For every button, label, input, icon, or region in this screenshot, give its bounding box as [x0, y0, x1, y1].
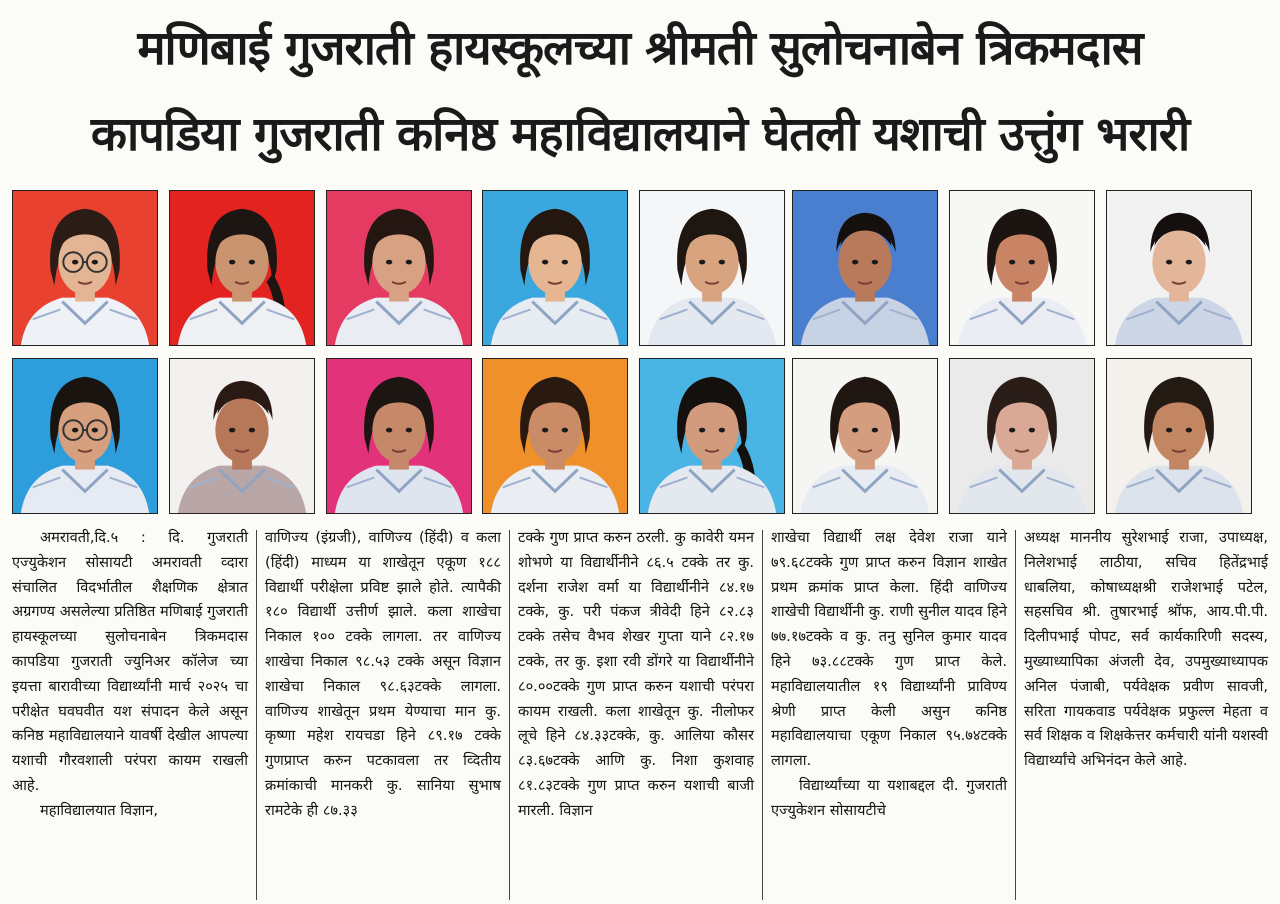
student-photo	[792, 190, 938, 346]
article-column-5	[1024, 526, 1268, 774]
student-photo	[639, 358, 785, 514]
column-4-paragraph-2: विद्यार्थ्यांच्या या यशाबद्दल दी. गुजराती एज्युकेशन सोसायटीचे	[771, 776, 1007, 819]
student-portrait	[640, 359, 784, 513]
column-4-paragraph-1: शाखेचा विद्यार्थी लक्ष देवेश राजा याने ७९.६८टक्के गुण प्राप्त करुन विज्ञान शाखेत प्रथम क्रमांक प्राप्त केला. हिंदी वाणिज्य शाखेची विद्यार्थीनी कु. राणी सुनील यादव हिने ७७.१७टक्के व कु. तनु सुनिल कुमार यादव हिने ७३.८८टक्के गुण प्राप्त केले. महाविद्यालयातील १९ विद्यार्थ्यांनी प्राविण्य श्रेणी प्राप्त केली असुन कनिष्ठ महाविद्यालयाचा एकूण निकाल ९५.७४टक्के लागला.	[771, 529, 1007, 770]
student-portrait	[1107, 359, 1251, 513]
student-photo	[169, 190, 315, 346]
column-1-paragraph-1: अमरावती,दि.५ : दि. गुजराती एज्युकेशन सोसायटी अमरावती व्दारा संचालित विदर्भातील शैक्षणिक क्षेत्रात अग्रगण्य असलेल्या प्रतिष्ठित मणिबाई गुजराती हायस्कूलच्या सुलोचनाबेन त्रिकमदास कापडिया गुजराती ज्युनिअर कॉलेज च्या इयत्ता बारावीच्या विद्यार्थ्यांनी मार्च २०२५ चा परीक्षेत घवघवीत यश संपादन केले असून कनिष्ठ महाविद्यालयाने यावर्षी देखील आपल्या यशाची गौरवशाली परंपरा कायम राखली आहे.	[12, 529, 248, 794]
column-divider	[762, 530, 763, 900]
headline	[0, 6, 1280, 178]
column-5-paragraph-1: अध्यक्ष माननीय सुरेशभाई राजा, उपाध्यक्ष, निलेशभाई लाठीया, सचिव हितेंद्रभाई धाबलिया, कोषाध्यक्षश्री राजेशभाई पटेल, सहसचिव श्री. तुषारभाई श्रॉफ, आय.पी.पी. दिलीपभाई पोपट, सर्व कार्यकारिणी सदस्य, मुख्याध्यापिका अंजली देव, उपमुख्याध्यापक अनिल पंजाबी, पर्यवेक्षक प्रवीण सावजी, सरिता गायकवाड पर्यवेक्षक प्रफुल्ल मेहता व सर्व शिक्षक व शिक्षकेत्तर कर्मचारी यांनी यशस्वी विद्यार्थ्यांचे अभिनंदन केले आहे.	[1024, 529, 1268, 770]
student-photo	[1106, 190, 1252, 346]
student-photo	[949, 190, 1095, 346]
column-2-paragraph-1: वाणिज्य (इंग्रजी), वाणिज्य (हिंदी) व कला (हिंदी) माध्यम या शाखेतून एकूण १८८ विद्यार्थी परीक्षेला प्रविष्ट झाले होते. त्यापैकी १८० विद्यार्थी उत्तीर्ण झाले. कला शाखेचा निकाल १०० टक्के लागला. तर वाणिज्य शाखेचा निकाल ९८.५३ टक्के असून विज्ञान शाखेचा निकाल ९८.६३टक्के लागला. वाणिज्य शाखेतून प्रथम येण्याचा मान कु. कृष्णा महेश रायचडा हिने ८९.१७ टक्के गुणप्राप्त करुन पटकावला तर व्दितीय क्रमांकाची मानकरी कु. सानिया सुभाष रामटेके ही ८७.३३	[265, 529, 501, 819]
column-divider	[509, 530, 510, 900]
column-3-paragraph-1: टक्के गुण प्राप्त करुन ठरली. कु कावेरी यमन शोभणे या विद्यार्थीनीने ८६.५ टक्के तर कु. दर्शना राजेश वर्मा या विद्यार्थीनीने ८४.१७ टक्के, कु. परी पंकज त्रीवेदी हिने ८२.८३ टक्के तसेच वैभव शेखर गुप्ता याने ८२.१७ टक्के, तर कु. इशा रवी डोंगरे या विद्यार्थीनीने ८०.००टक्के गुण प्राप्त करुन यशाची परंपरा कायम राखली. कला शाखेतून कु. नीलोफर लूचे हिने ८४.३३टक्के, कु. आलिया कौसर ८३.६७टक्के आणि कु. निशा कुशवाह ८१.८३टक्के गुण प्राप्त करुन यशाची बाजी मारली. विज्ञान	[518, 529, 754, 819]
student-portrait	[327, 359, 471, 513]
student-photo	[326, 190, 472, 346]
student-photo	[792, 358, 938, 514]
student-photo-grid	[12, 190, 1268, 520]
student-portrait	[950, 359, 1094, 513]
student-photo	[949, 358, 1095, 514]
student-photo	[12, 358, 158, 514]
article-body	[12, 526, 1268, 904]
headline-line-2: कापडिया गुजराती कनिष्ठ महाविद्यालयाने घेतली यशाची उत्तुंग भरारी	[90, 107, 1190, 162]
student-portrait	[13, 191, 157, 345]
column-divider	[256, 530, 257, 900]
headline-line-1: मणिबाई गुजराती हायस्कूलच्या श्रीमती सुलोचनाबेन त्रिकमदास	[137, 21, 1143, 76]
student-photo	[639, 190, 785, 346]
student-portrait	[327, 191, 471, 345]
student-portrait	[950, 191, 1094, 345]
student-portrait	[793, 191, 937, 345]
student-photo	[482, 190, 628, 346]
student-portrait	[793, 359, 937, 513]
student-portrait	[170, 359, 314, 513]
student-portrait	[640, 191, 784, 345]
column-1-paragraph-2: महाविद्यालयात विज्ञान,	[40, 801, 158, 819]
student-portrait	[483, 191, 627, 345]
student-photo	[326, 358, 472, 514]
student-photo	[169, 358, 315, 514]
student-portrait	[1107, 191, 1251, 345]
student-portrait	[13, 359, 157, 513]
student-photo	[1106, 358, 1252, 514]
student-photo	[482, 358, 628, 514]
student-portrait	[170, 191, 314, 345]
article-column-4	[771, 526, 1007, 824]
student-photo	[12, 190, 158, 346]
article-column-3	[518, 526, 754, 824]
article-column-2	[265, 526, 501, 824]
article-column-1	[12, 526, 248, 824]
student-portrait	[483, 359, 627, 513]
column-divider	[1015, 530, 1016, 900]
